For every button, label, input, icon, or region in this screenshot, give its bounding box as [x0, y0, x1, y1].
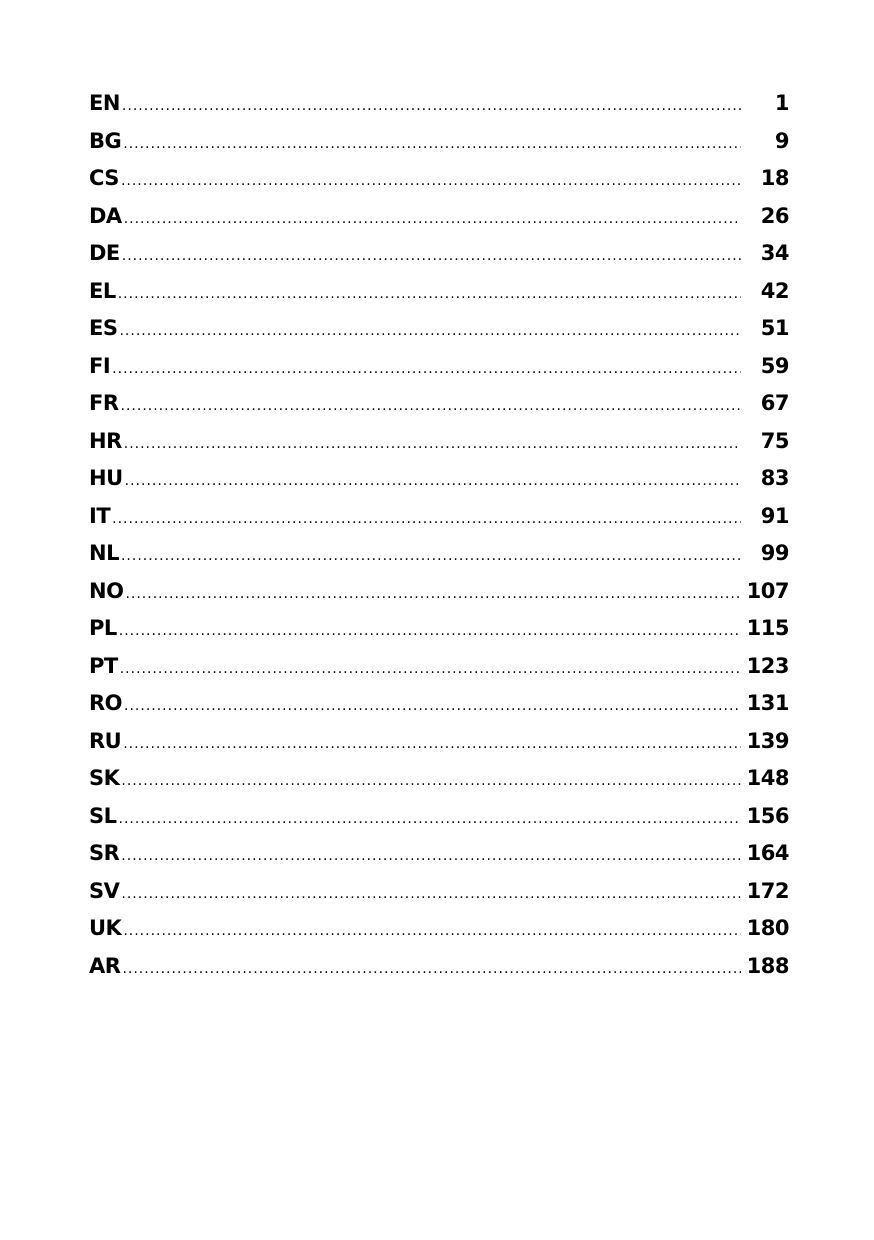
toc-language-code: RU [89, 728, 122, 753]
dot-leader [123, 726, 741, 764]
toc-language-code: SK [89, 766, 120, 790]
toc-page-number: 26 [760, 203, 789, 228]
toc-entry[interactable] [89, 160, 789, 198]
toc-language-code: SR [89, 841, 120, 865]
toc-page-number: 83 [760, 466, 789, 490]
toc-entry[interactable] [89, 198, 789, 236]
toc-page-number: 188 [746, 953, 789, 978]
toc-page-number: 42 [760, 278, 789, 303]
dot-leader [122, 88, 741, 126]
toc-language-code: SL [89, 803, 117, 828]
toc-entry[interactable] [89, 498, 789, 536]
toc-entry[interactable] [89, 123, 789, 161]
toc-language-code: FI [89, 353, 111, 378]
toc-entry[interactable] [89, 723, 789, 761]
toc-entry[interactable] [89, 85, 789, 123]
toc-entry[interactable] [89, 348, 789, 386]
toc-page-number: 99 [760, 541, 789, 565]
table-of-contents [89, 85, 789, 985]
toc-page-number: 148 [746, 766, 789, 790]
dot-leader [121, 763, 741, 801]
toc-language-code: PL [89, 616, 117, 640]
dot-leader [119, 313, 741, 351]
toc-language-code: AR [89, 953, 121, 978]
toc-page-number: 107 [746, 578, 789, 603]
dot-leader [124, 688, 741, 726]
toc-page-number: 156 [746, 803, 789, 828]
toc-page-number: 59 [760, 353, 789, 378]
toc-entry[interactable] [89, 798, 789, 836]
toc-language-code: FR [89, 391, 119, 415]
dot-leader [121, 838, 741, 876]
toc-language-code: EN [89, 91, 120, 115]
dot-leader [123, 126, 741, 164]
toc-page-number: 139 [746, 728, 789, 753]
toc-entry[interactable] [89, 423, 789, 461]
toc-entry[interactable] [89, 610, 789, 648]
toc-page-number: 9 [774, 128, 789, 153]
dot-leader [124, 426, 741, 464]
dot-leader [121, 388, 741, 426]
dot-leader [123, 913, 741, 951]
toc-entry[interactable] [89, 948, 789, 986]
toc-entry[interactable] [89, 648, 789, 686]
toc-page-number: 123 [746, 653, 789, 678]
dot-leader [121, 538, 741, 576]
toc-page-number: 75 [760, 428, 789, 453]
dot-leader [125, 463, 741, 501]
toc-language-code: BG [89, 128, 122, 153]
dot-leader [112, 501, 741, 539]
toc-page-number: 115 [746, 616, 789, 640]
toc-language-code: ES [89, 316, 118, 340]
toc-language-code: RO [89, 691, 123, 715]
dot-leader [122, 951, 741, 989]
toc-entry[interactable] [89, 760, 789, 798]
toc-language-code: EL [89, 278, 116, 303]
toc-page-number: 91 [760, 503, 789, 528]
toc-entry[interactable] [89, 385, 789, 423]
toc-page-number: 18 [760, 166, 789, 190]
dot-leader [118, 276, 741, 314]
toc-entry[interactable] [89, 460, 789, 498]
toc-page-number: 51 [760, 316, 789, 340]
dot-leader [119, 613, 741, 651]
toc-entry[interactable] [89, 535, 789, 573]
toc-language-code: IT [89, 503, 111, 528]
toc-language-code: UK [89, 916, 122, 940]
toc-language-code: DE [89, 241, 120, 265]
toc-entry[interactable] [89, 273, 789, 311]
toc-entry[interactable] [89, 910, 789, 948]
toc-page-number: 131 [746, 691, 789, 715]
toc-page-number: 1 [774, 91, 789, 115]
dot-leader [121, 163, 741, 201]
toc-language-code: HR [89, 428, 122, 453]
toc-entry[interactable] [89, 873, 789, 911]
toc-entry[interactable] [89, 835, 789, 873]
toc-language-code: NO [89, 578, 124, 603]
toc-language-code: HU [89, 466, 123, 490]
toc-page-number: 172 [746, 878, 789, 903]
toc-page-number: 180 [746, 916, 789, 940]
toc-language-code: SV [89, 878, 120, 903]
toc-language-code: NL [89, 541, 119, 565]
dot-leader [125, 576, 741, 614]
toc-page-number: 67 [760, 391, 789, 415]
dot-leader [112, 351, 741, 389]
toc-language-code: DA [89, 203, 122, 228]
toc-page-number: 34 [760, 241, 789, 265]
dot-leader [120, 651, 741, 689]
dot-leader [119, 801, 741, 839]
dot-leader [124, 201, 741, 239]
dot-leader [121, 876, 741, 914]
toc-entry[interactable] [89, 573, 789, 611]
dot-leader [122, 238, 741, 276]
toc-entry[interactable] [89, 685, 789, 723]
toc-language-code: CS [89, 166, 119, 190]
toc-entry[interactable] [89, 235, 789, 273]
toc-language-code: PT [89, 653, 118, 678]
toc-entry[interactable] [89, 310, 789, 348]
toc-page-number: 164 [746, 841, 789, 865]
